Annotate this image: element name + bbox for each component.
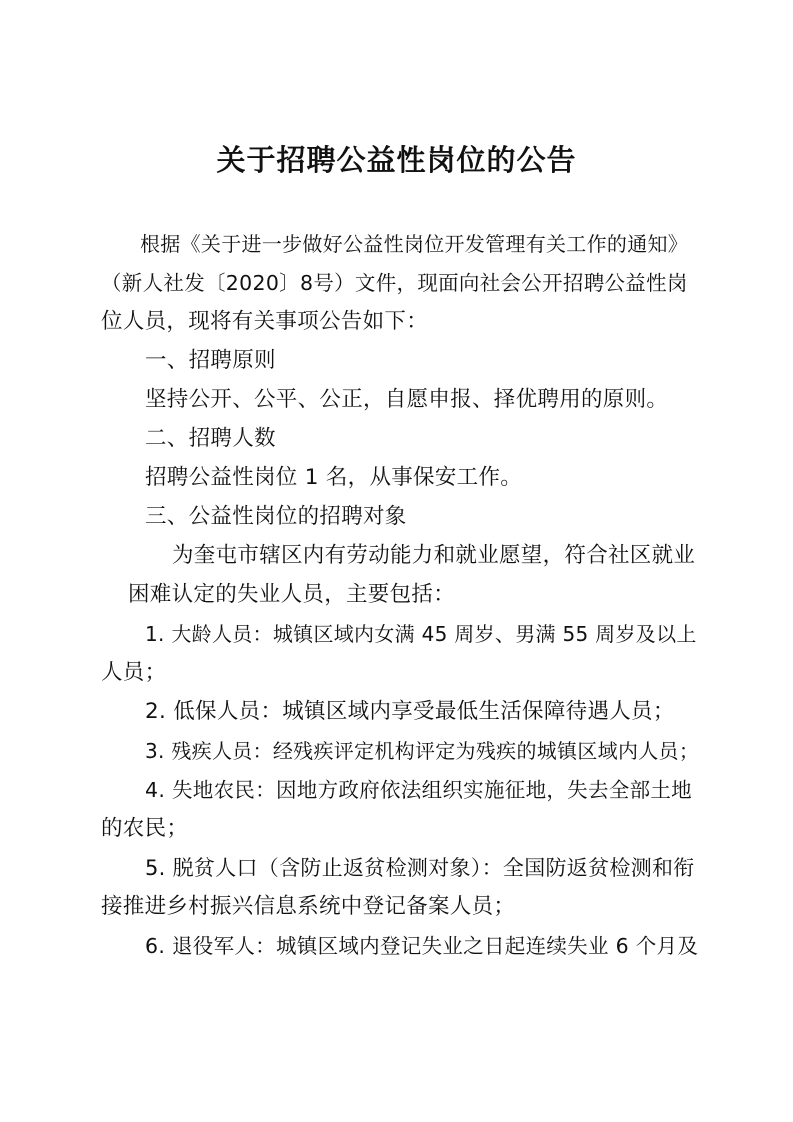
list-item: 2. 低保人员：城镇区域内享受最低生活保障待遇人员； <box>145 699 675 724</box>
list-item: 6. 退役军人：城镇区域内登记失业之日起连续失业 6 个月及 <box>145 934 699 958</box>
document-title: 关于招聘公益性岗位的公告 <box>216 143 577 177</box>
list-item: 5. 脱贫人口（含防止返贫检测对象）：全国防返贫检测和衔 <box>145 856 695 880</box>
list-item-continuation: 的农民； <box>101 816 189 841</box>
paragraph-line: 招聘公益性岗位 1 名，从事保安工作。 <box>145 465 523 490</box>
section-heading: 一、招聘原则 <box>145 348 276 373</box>
list-item: 1. 大龄人员：城镇区域内女满 45 周岁、男满 55 周岁及以上 <box>145 622 697 646</box>
list-item-continuation: 接推进乡村振兴信息系统中登记备案人员； <box>101 894 516 919</box>
paragraph-line: 位人员，现将有关事项公告如下： <box>101 309 429 334</box>
list-item-continuation: 人员； <box>101 660 167 685</box>
paragraph-line: （新人社发〔2020〕8号）文件，现面向社会公开招聘公益性岗 <box>101 271 688 295</box>
paragraph-line: 为奎屯市辖区内有劳动能力和就业愿望，符合社区就业 <box>172 543 696 568</box>
paragraph-line: 困难认定的失业人员，主要包括： <box>128 582 456 607</box>
paragraph-line: 坚持公开、公平、公正，自愿申报、择优聘用的原则。 <box>145 387 669 412</box>
list-item: 3. 残疾人员：经残疾评定机构评定为残疾的城镇区域内人员； <box>145 739 700 763</box>
list-item: 4. 失地农民：因地方政府依法组织实施征地，失去全部土地 <box>145 778 692 802</box>
section-heading: 二、招聘人数 <box>145 426 276 451</box>
paragraph-line: 根据《关于进一步做好公益性岗位开发管理有关工作的通知》 <box>140 232 689 256</box>
section-heading: 三、公益性岗位的招聘对象 <box>145 504 407 529</box>
